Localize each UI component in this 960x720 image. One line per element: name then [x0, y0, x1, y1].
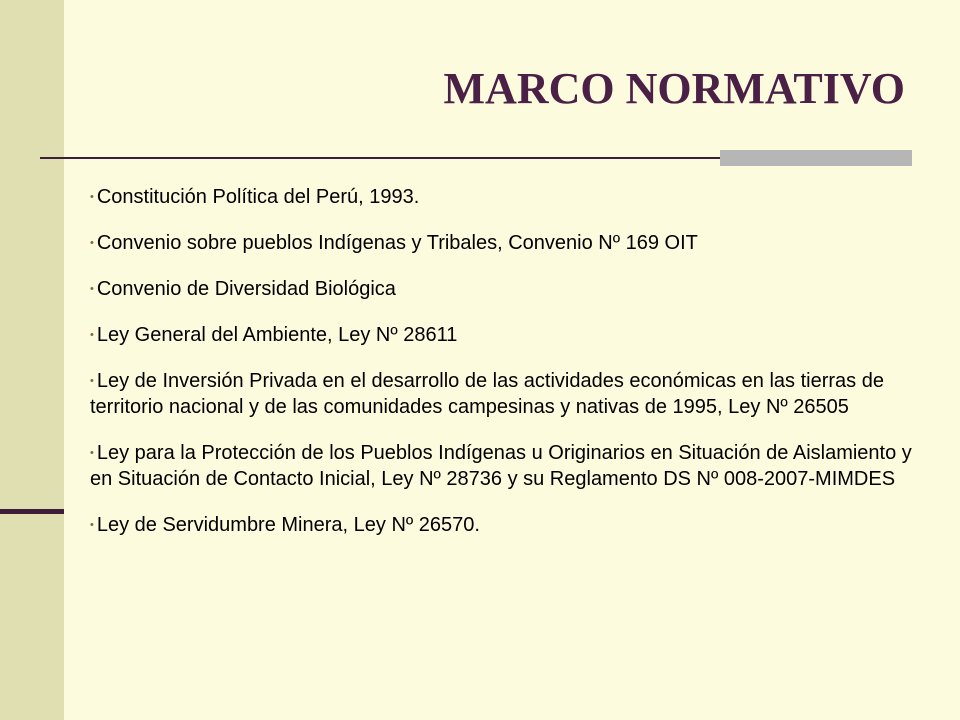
list-item-text: Ley de Inversión Privada en el desarrollo de las actividades económicas en las tierras de territorio nacional y de las comunidades campesinas y nativas de 1995, Ley Nº 26505: [90, 370, 884, 418]
bullet-icon: •: [90, 283, 94, 295]
list-item: [90, 440, 920, 492]
bullet-icon: •: [90, 447, 94, 459]
bullet-icon: •: [90, 237, 94, 249]
list-item-text: Ley de Servidumbre Minera, Ley Nº 26570.: [96, 514, 480, 536]
list-item: [90, 184, 920, 210]
title-divider-accent: [720, 150, 912, 166]
bullet-icon: •: [90, 375, 94, 387]
list-item-text: Ley para la Protección de los Pueblos Indígenas u Originarios en Situación de Aislamiento y en Situación de Contacto Inicial, Ley Nº 28736 y su Reglamento DS Nº 008-2007-MIMDES: [90, 442, 912, 490]
list-item: [90, 368, 920, 420]
list-item: [90, 512, 920, 538]
bullet-icon: •: [90, 329, 94, 341]
list-item: [90, 230, 920, 256]
bullet-icon: •: [90, 519, 94, 531]
list-item-text: Convenio de Diversidad Biológica: [96, 278, 396, 300]
bullet-icon: •: [90, 191, 94, 203]
bullet-list: [90, 184, 920, 558]
list-item: [90, 276, 920, 302]
list-item-text: Constitución Política del Perú, 1993.: [96, 186, 420, 208]
list-item-text: Convenio sobre pueblos Indígenas y Tribales, Convenio Nº 169 OIT: [96, 232, 698, 254]
list-item: [90, 322, 920, 348]
left-decorative-band: [0, 0, 64, 720]
left-accent-bar: [0, 509, 64, 514]
slide-title: MARCO NORMATIVO: [443, 64, 905, 113]
list-item-text: Ley General del Ambiente, Ley Nº 28611: [96, 324, 458, 346]
